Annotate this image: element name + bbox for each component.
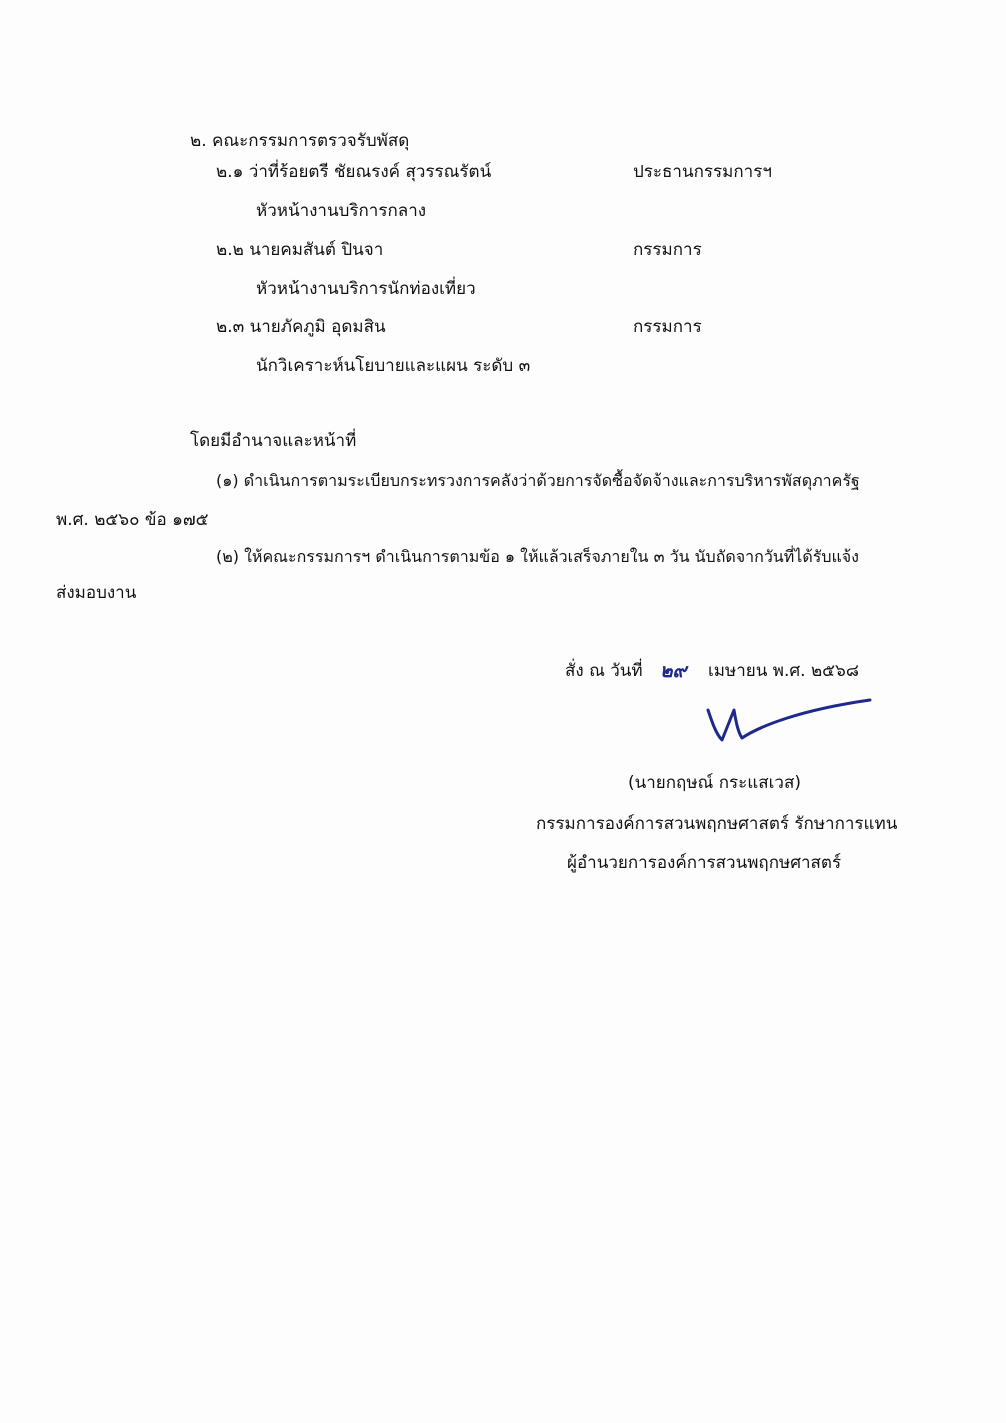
duties-heading: โดยมีอำนาจและหน้าที่: [190, 431, 357, 451]
signature-mark: [700, 696, 890, 756]
duty-1-line-1: (๑) ดำเนินการตามระเบียบกระทรวงการคลังว่าด้วยการจัดซื้อจัดจ้างและการบริหารพัสดุภาครัฐ: [216, 471, 860, 490]
member-3-role: กรรมการ: [633, 317, 702, 337]
signatory-position-1: กรรมการองค์การสวนพฤกษศาสตร์ รักษาการแทน: [536, 814, 898, 834]
signatory-position-2: ผู้อำนวยการองค์การสวนพฤกษศาสตร์: [567, 853, 842, 873]
member-3-title: นักวิเคราะห์นโยบายและแผน ระดับ ๓: [256, 356, 531, 376]
duty-2-line-1: (๒) ให้คณะกรรมการฯ ดำเนินการตามข้อ ๑ ให้แล้วเสร็จภายใน ๓ วัน นับถัดจากวันที่ได้รับแจ้ง: [216, 547, 859, 566]
member-3-name: ๒.๓ นายภัคภูมิ อุดมสิน: [216, 317, 386, 337]
duty-2-line-2: ส่งมอบงาน: [56, 583, 137, 603]
committee-heading: ๒. คณะกรรมการตรวจรับพัสดุ: [190, 131, 410, 151]
member-1-role: ประธานกรรมการฯ: [633, 162, 772, 182]
member-2-title: หัวหน้างานบริการนักท่องเที่ยว: [256, 279, 476, 299]
order-date-day: ๒๙: [660, 660, 687, 682]
member-1-name: ๒.๑ ว่าที่ร้อยตรี ชัยณรงค์ สุวรรณรัตน์: [216, 162, 492, 182]
signatory-name: (นายกฤษณ์ กระแสเวส): [628, 773, 801, 793]
order-date-month-year: เมษายน พ.ศ. ๒๕๖๘: [708, 661, 859, 681]
member-1-title: หัวหน้างานบริการกลาง: [256, 201, 427, 221]
order-date-prefix: สั่ง ณ วันที่: [565, 661, 643, 681]
member-2-name: ๒.๒ นายคมสันต์ ปินจา: [216, 240, 384, 260]
member-2-role: กรรมการ: [633, 240, 702, 260]
duty-1-line-2: พ.ศ. ๒๕๖๐ ข้อ ๑๗๕: [56, 510, 209, 530]
